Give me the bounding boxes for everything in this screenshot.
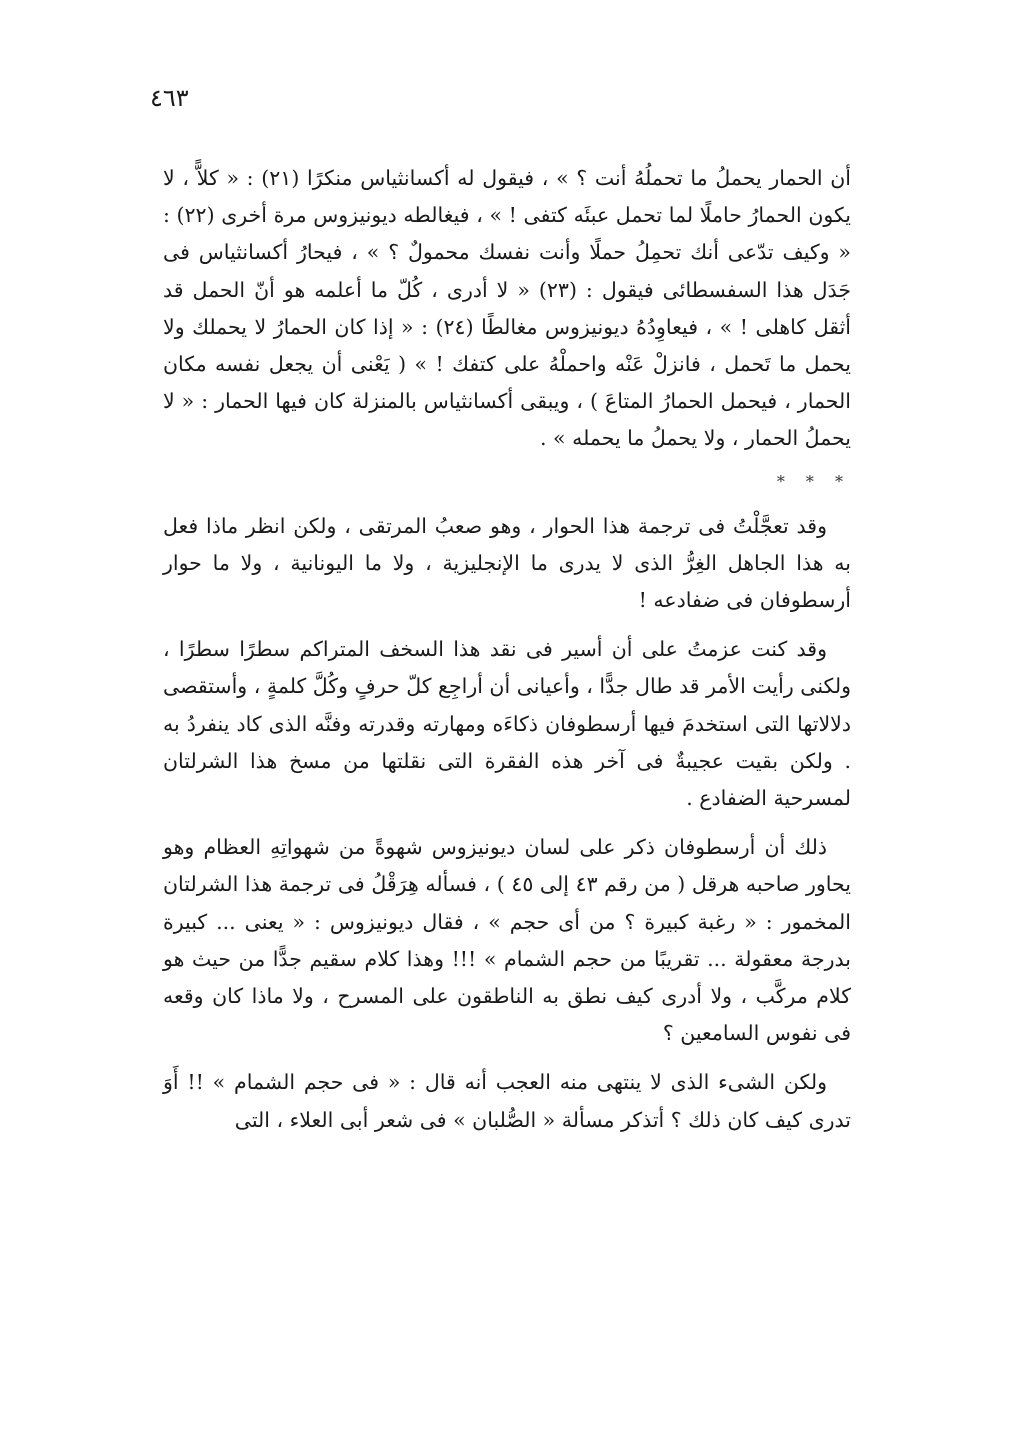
text-line: وقد تعجَّلْتُ فى ترجمة هذا الحوار ، وهو صعبُ المرتقى ، ولكن انظر ماذا فعل <box>163 513 827 538</box>
page-number: ٤٦٣ <box>150 84 189 112</box>
text-line: الحمار : « لا يحملُ الحمار ، ولا يحملُ ما يحمله » . <box>163 389 851 451</box>
text-line: يحاور صاحبه هرقل ( من رقم ٤٣ إلى ٤٥ ) ، فسأله هِرَقْلُ فى ترجمة هذا الشرلتان <box>163 872 851 897</box>
text-line: الشرلتان لمسرحية الضفادع . <box>163 748 851 811</box>
text-line: ذلك أن أرسطوفان ذكر على لسان ديونيزوس شهوةً من شهواتِهِ العظام وهو <box>163 835 827 860</box>
text-line: أرسطوفان فى ضفادعه ! <box>638 588 851 613</box>
text-line: أنّ الحمل قد أثقل كاهلى ! » ، فيعاوِدُهُ ديونيزوس مغالطًا (٢٤) : « إذا كان الحمارُ <box>163 277 851 339</box>
text-line: ولكن الشىء الذى لا ينتهى منه العجب أنه قال : « فى حجم الشمام » !! <box>187 1070 827 1095</box>
paragraph-5 <box>163 1064 851 1138</box>
text-line: به هذا الجاهل الغِرُّ الذى لا يدرى ما الإنجليزية ، ولا ما اليونانية ، ولا ما حوار <box>163 550 851 575</box>
text-line: لا يكون الحمارُ حاملًا لما تحمل عبئَه كتفى ! » ، فيغالطه ديونيزوس مرة أخرى <box>163 166 851 228</box>
text-line: وأستقصى دلالاتها التى استخدمَ فيها أرسطوفان ذكاءَه ومهارته وقدرته وفنَّه الذى <box>163 674 851 736</box>
paragraph-1 <box>163 160 851 458</box>
text-line: (٢٢) : « وكيف تدّعى أنك تحمِلُ حملًا وأنت نفسك محمولٌ ؟ » ، فيحارُ <box>163 203 851 265</box>
text-line: ولكنى رأيت الأمر قد طال جدًّا ، وأعيانى أن أراجِع كلّ حرفٍ وكُلَّ كلمةٍ ، <box>253 674 851 699</box>
text-line: فى نفوس السامعين ؟ <box>662 1021 851 1046</box>
text-line: أكسانثياس فى جَدَل هذا السفسطائى فيقول : (٢٣) « لا أدرى ، كُلّ ما أعلمه هو <box>163 240 851 302</box>
body-text <box>163 160 851 1139</box>
paragraph-4 <box>163 829 851 1052</box>
text-line: المخمور : « رغبة كبيرة ؟ من أى حجم » ، فقال ديونيزوس : « يعنى ... كبيرة <box>163 909 851 934</box>
text-line: بدرجة معقولة ... تقريبًا من حجم الشمام » !!! وهذا كلام سقيم جدًّا من حيث هو <box>163 946 851 971</box>
text-line: أن الحمار يحملُ ما تحملُهُ أنت ؟ » ، فيقول له أكسانثياس منكرًا (٢١) : « كلاًّ ، <box>182 166 851 190</box>
paragraph-2 <box>163 508 851 620</box>
text-line: كاد ينفردُ به . ولكن بقيت عجيبةٌ فى آخر هذه الفقرة التى نقلتها من مسخ هذا <box>163 711 851 773</box>
text-line: أَوَ تدرى كيف كان ذلك ؟ أتذكر مسألة « الصُّلبان » فى شعر أبى العلاء ، التى <box>163 1070 851 1132</box>
paragraph-3 <box>163 631 851 817</box>
text-line: كلام مركَّب ، ولا أدرى كيف نطق به الناطقون على المسرح ، ولا ماذا كان وقعه <box>163 984 851 1009</box>
text-line: لا يحملك ولا يحمل ما تَحمل ، فانزلْ عَنْه واحملْهُ على كتفك ! » ( يَعْنى أن يجعل <box>163 314 851 377</box>
section-separator: * * * <box>776 471 851 491</box>
text-line: نفسه مكان الحمار ، فيحمل الحمارُ المتاعَ ) ، ويبقى أكسانثياس بالمنزلة كان فيها <box>163 352 851 414</box>
text-line: وقد كنت عزمتُ على أن أسير فى نقد هذا السخف المتراكم سطرًا سطرًا ، <box>163 637 827 662</box>
